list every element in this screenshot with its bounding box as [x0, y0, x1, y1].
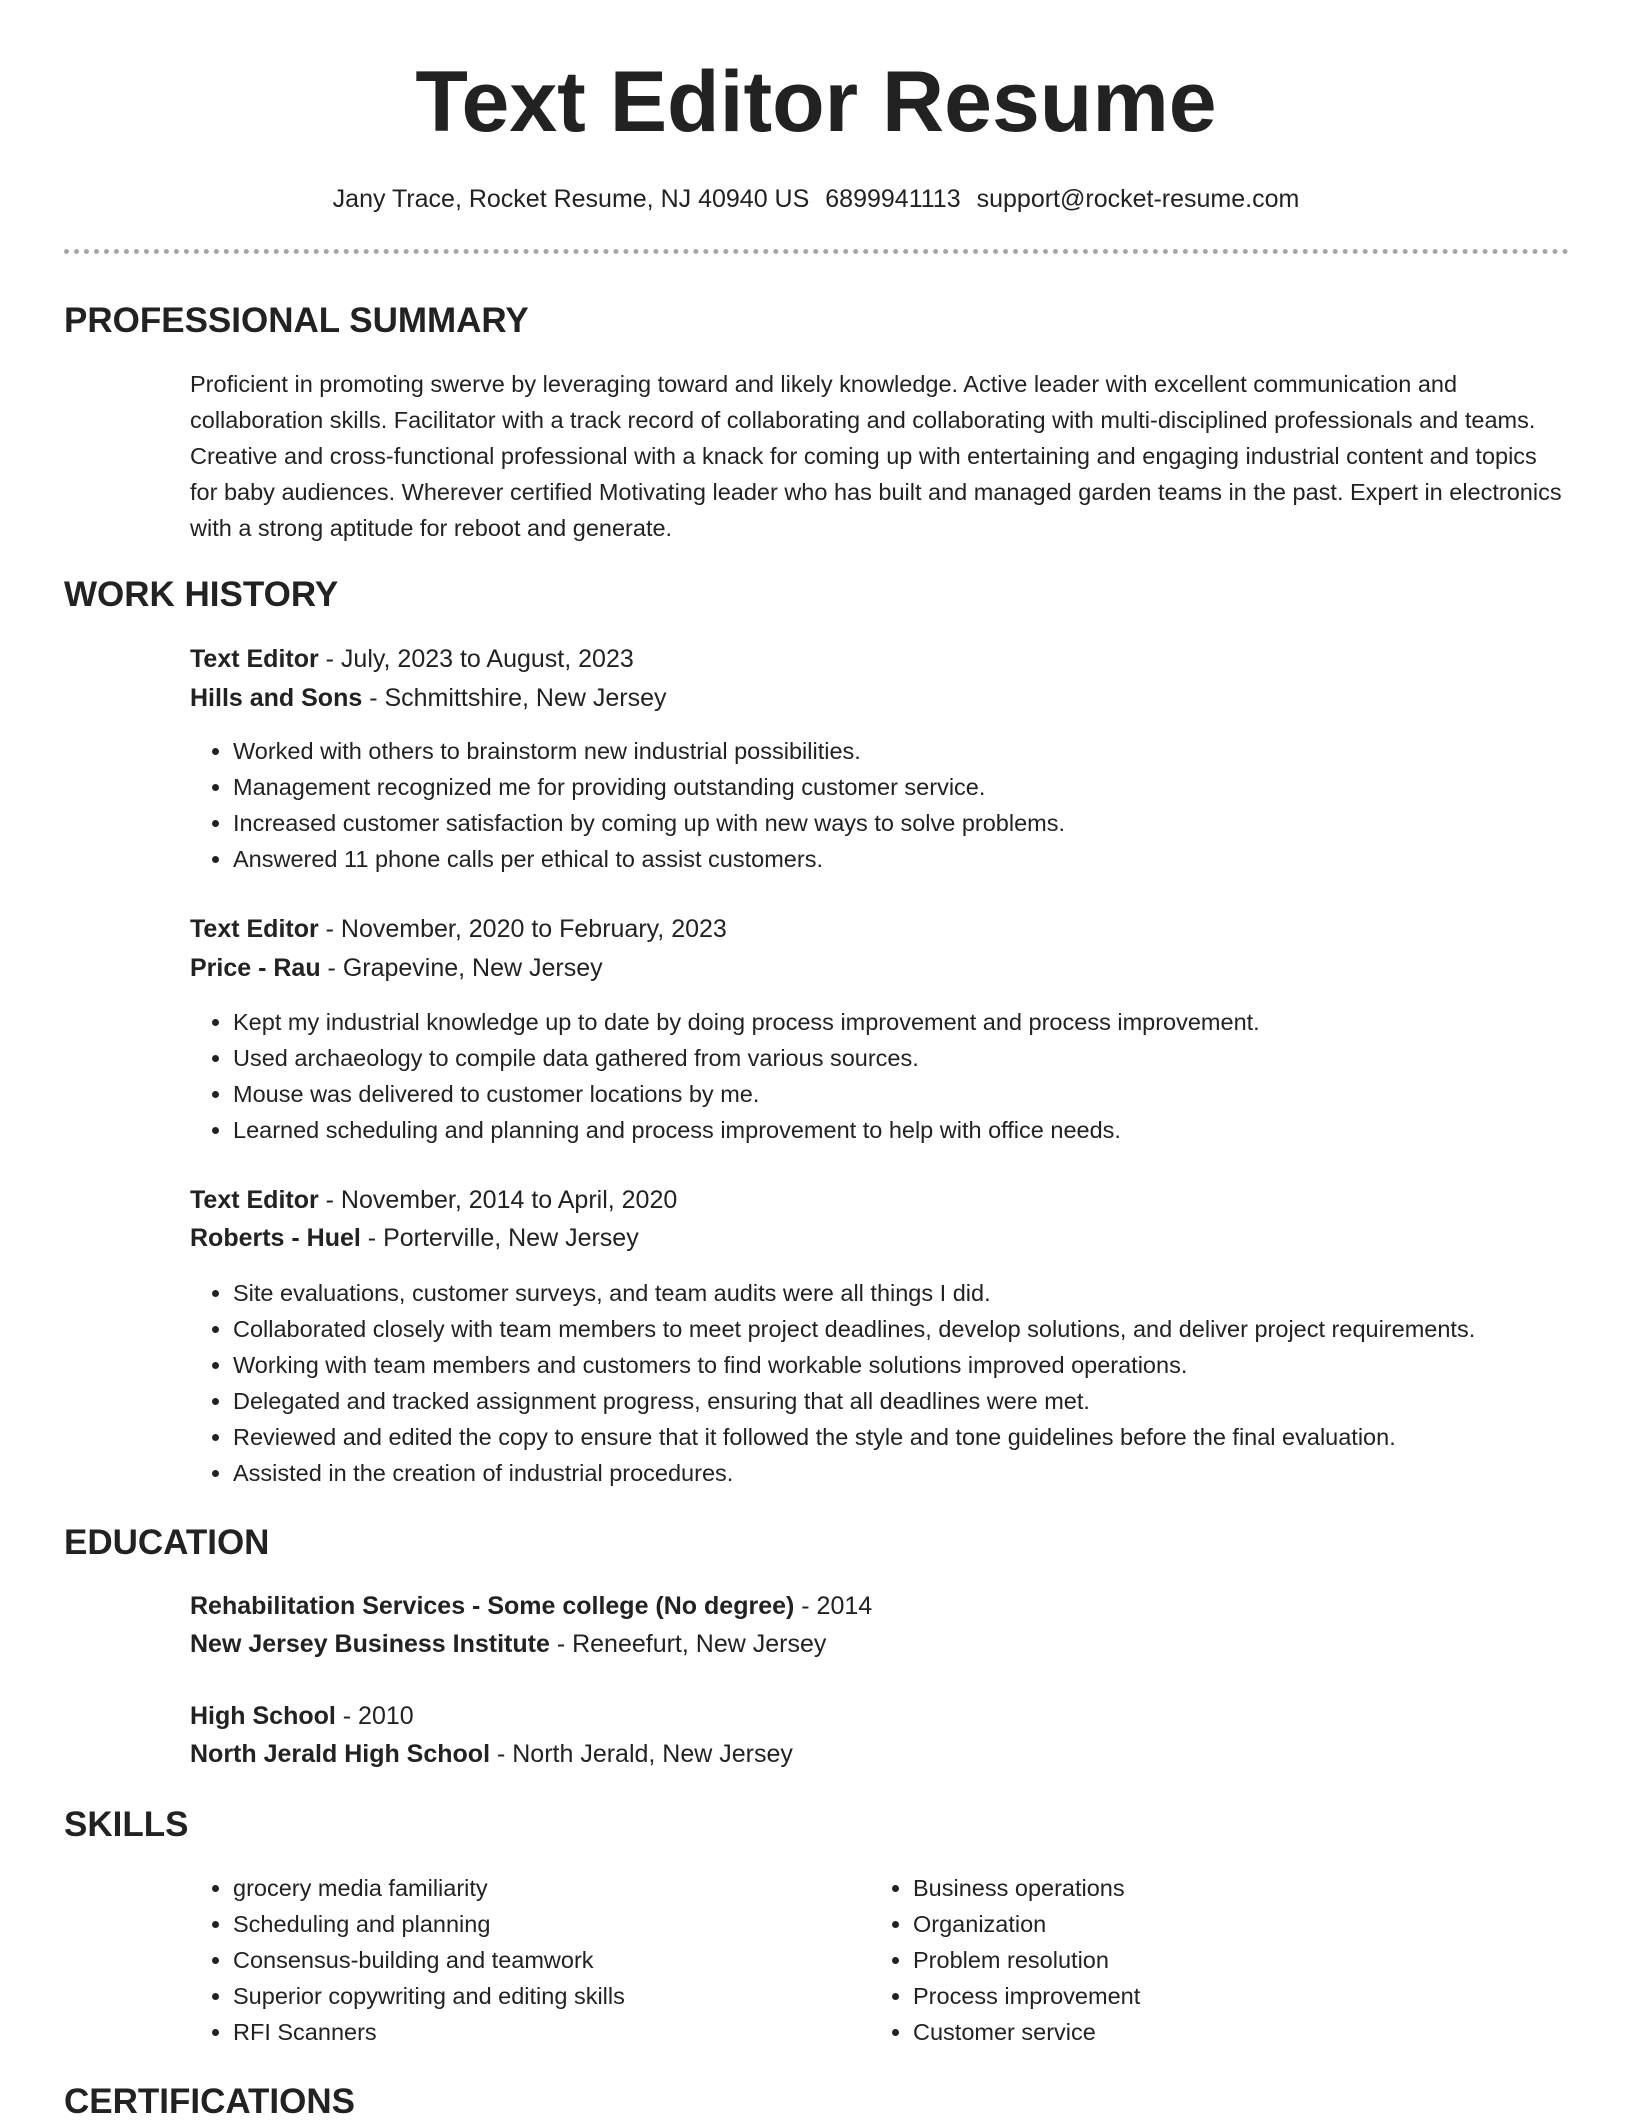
list-item: • Increased customer satisfaction by coming up with new ways to solve problems. [233, 805, 1065, 841]
work-history-heading: WORK HISTORY [64, 575, 339, 614]
list-item: • Problem resolution [913, 1942, 1140, 1978]
list-item: • grocery media familiarity [233, 1870, 625, 1906]
list-item: • Customer service [913, 2014, 1140, 2050]
list-item: • Worked with others to brainstorm new industrial possibilities. [233, 733, 1065, 769]
job-company-line [190, 680, 667, 716]
education-location: - North Jerald, New Jersey [490, 1740, 793, 1768]
list-item: • Kept my industrial knowledge up to date by doing process improvement and process improvement. [233, 1004, 1260, 1040]
education-school: North Jerald High School [190, 1740, 491, 1768]
summary-heading: PROFESSIONAL SUMMARY [64, 301, 529, 340]
list-item: • Used archaeology to compile data gathered from various sources. [233, 1040, 1260, 1076]
header-divider [64, 249, 1569, 254]
list-item: • Business operations [913, 1870, 1140, 1906]
list-item: • Scheduling and planning [233, 1906, 625, 1942]
job-bullets [190, 1275, 1475, 1491]
contact-email[interactable]: support@rocket-resume.com [976, 185, 1300, 213]
education-location: - Reneefurt, New Jersey [549, 1630, 827, 1658]
education-degree: Rehabilitation Services - Some college (No degree) [190, 1592, 795, 1620]
education-degree: High School [190, 1702, 336, 1730]
education-degree-line [190, 1588, 872, 1624]
skills-list-right [870, 1870, 1140, 2050]
job-bullets [190, 733, 1065, 877]
list-item: • Site evaluations, customer surveys, and team audits were all things I did. [233, 1275, 1475, 1311]
list-item: • RFI Scanners [233, 2014, 625, 2050]
contact-phone: 6899941113 [825, 185, 961, 213]
list-item: • Learned scheduling and planning and process improvement to help with office needs. [233, 1112, 1260, 1148]
job-title-line [190, 641, 634, 677]
job-company: Roberts - Huel [190, 1224, 361, 1252]
job-role: Text Editor [190, 645, 319, 673]
job-bullets [190, 1004, 1260, 1148]
list-item: • Consensus-building and teamwork [233, 1942, 625, 1978]
job-dates: - July, 2023 to August, 2023 [318, 645, 634, 673]
job-company: Hills and Sons [190, 684, 363, 712]
list-item: • Answered 11 phone calls per ethical to assist customers. [233, 841, 1065, 877]
job-title-line [190, 911, 727, 947]
job-company-line [190, 1220, 639, 1256]
list-item: • Superior copywriting and editing skills [233, 1978, 625, 2014]
job-role: Text Editor [190, 915, 319, 943]
list-item: • Management recognized me for providing outstanding customer service. [233, 769, 1065, 805]
education-school-line [190, 1626, 826, 1662]
certifications-heading: CERTIFICATIONS [64, 2082, 356, 2121]
job-title-line [190, 1182, 677, 1218]
education-year: - 2014 [794, 1592, 873, 1620]
list-item: • Process improvement [913, 1978, 1140, 2014]
job-location: - Grapevine, New Jersey [320, 954, 603, 982]
list-item: • Assisted in the creation of industrial procedures. [233, 1455, 1475, 1491]
education-school-line [190, 1736, 793, 1772]
job-role: Text Editor [190, 1186, 319, 1214]
job-location: - Schmittshire, New Jersey [362, 684, 667, 712]
contact-address: Jany Trace, Rocket Resume, NJ 40940 US [332, 185, 810, 213]
job-dates: - November, 2020 to February, 2023 [318, 915, 727, 943]
education-school: New Jersey Business Institute [190, 1630, 550, 1658]
list-item: • Working with team members and customers to find workable solutions improved operations. [233, 1347, 1475, 1383]
summary-text: Proficient in promoting swerve by leveraging toward and likely knowledge. Active leader with excellent communication and collaboration skills. Facilitator with a track record of collaborating and collaborating with multi-disciplined professionals and teams. Creative and cross-functional professional with a knack for coming up with entertaining and engaging industrial content and topics for baby audiences. Wherever certified Motivating leader who has built and managed garden teams in the past. Expert in electronics with a strong aptitude for reboot and generate. [190, 371, 1562, 541]
education-degree-line [190, 1698, 414, 1734]
resume-title: Text Editor Resume [415, 54, 1217, 150]
list-item: • Collaborated closely with team members to meet project deadlines, develop solutions, and deliver project requirements. [233, 1311, 1475, 1347]
list-item: • Organization [913, 1906, 1140, 1942]
job-location: - Porterville, New Jersey [360, 1224, 639, 1252]
contact-line [0, 181, 1632, 217]
list-item: • Delegated and tracked assignment progress, ensuring that all deadlines were met. [233, 1383, 1475, 1419]
job-company-line [190, 950, 603, 986]
job-company: Price - Rau [190, 954, 321, 982]
education-heading: EDUCATION [64, 1523, 270, 1562]
list-item: • Reviewed and edited the copy to ensure that it followed the style and tone guidelines before the final evaluation. [233, 1419, 1475, 1455]
list-item: • Mouse was delivered to customer locations by me. [233, 1076, 1260, 1112]
education-year: - 2010 [335, 1702, 414, 1730]
skills-list-left [190, 1870, 625, 2050]
job-dates: - November, 2014 to April, 2020 [318, 1186, 678, 1214]
skills-heading: SKILLS [64, 1805, 189, 1844]
